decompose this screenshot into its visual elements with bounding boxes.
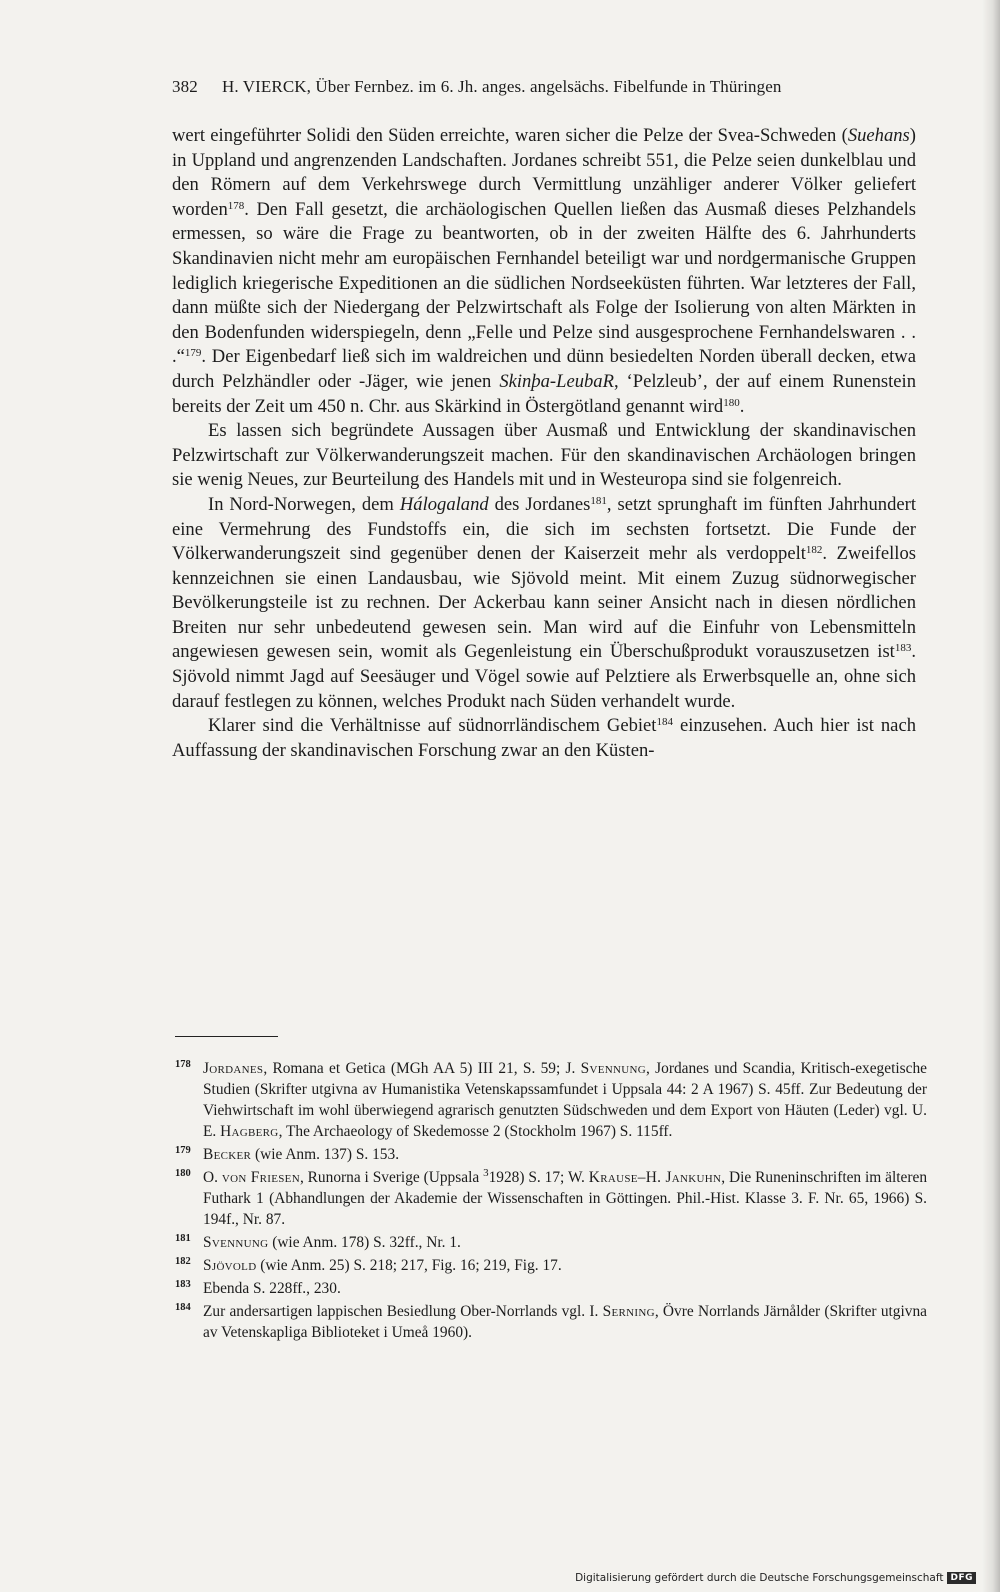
footnote-179	[175, 1144, 927, 1165]
author-name: Svennung	[203, 1234, 269, 1251]
edition-superscript: 3	[483, 1167, 489, 1179]
italic-term: Suehans	[847, 125, 910, 146]
text-run: , Runorna i Sverige (Uppsala	[299, 1169, 484, 1186]
italic-term: Hálogaland	[399, 493, 489, 515]
text-run: Zur andersartigen lappischen Besiedlung Ober-Norrlands vgl. I.	[203, 1303, 603, 1320]
text-run: , Övre Norrlands Järnålder (Skrifter utgivna av Vetenskapliga Biblioteket i Umeå 1960).	[203, 1303, 927, 1341]
paragraph-3	[172, 493, 916, 714]
text-run: , Jordanes und Scandia, Kritisch-exegetische Studien (Skrifter utgivna av Humanistika Vetenskapssamfundet i Uppsala 44: 2 A 1967) S. 45ff. Zur Bedeutung der Viehwirtschaft im wohl überwiegend agrarisch genutzten Südschweden und dem Export von Häuten (Leder) vgl. U. E.	[203, 1060, 927, 1140]
footnote-number: 183	[175, 1279, 191, 1290]
text-run: . Der Eigenbedarf ließ sich im waldreichen und dünn besiedelten Norden überall decken, etwa durch Pelzhändler oder -Jäger, wie jenen	[172, 346, 916, 392]
footnote-182	[175, 1255, 927, 1276]
footnote-183	[175, 1278, 927, 1299]
text-run: .	[739, 395, 745, 417]
footnote-number: 181	[175, 1233, 191, 1244]
text-run: einzusehen. Auch hier ist nach Auffassung der skandinavischen Forschung zwar an den Küsten-	[172, 715, 916, 761]
author-name: Serning	[602, 1303, 655, 1320]
footnotes	[175, 1058, 927, 1345]
text-run: , The Archaeology of Skedemosse 2 (Stockholm 1967) S. 115ff.	[278, 1123, 673, 1140]
paragraph-4	[172, 714, 916, 763]
paragraph-1	[172, 124, 916, 419]
footnote-ref-178[interactable]: 178	[227, 199, 245, 212]
text-run: , Romana et Getica (MGh AA 5) III 21, S. 59; J.	[263, 1060, 581, 1077]
footnote-178	[175, 1058, 927, 1142]
footnote-number: 182	[175, 1256, 191, 1267]
body-text	[172, 124, 916, 763]
footnote-number: 178	[175, 1059, 191, 1070]
paragraph-2: Es lassen sich begründete Aussagen über Ausmaß und Entwicklung der skandinavischen Pelzwirtschaft zur Völkerwanderungszeit machen. Für den skandinavischen Archäologen bringen sie wenig Neues, zur Beurteilung des Handels mit und in Westeuropa sind sie folgenreich.	[172, 420, 916, 491]
dfg-logo-icon: DFG	[947, 1572, 976, 1584]
footnote-ref-184[interactable]: 184	[656, 716, 673, 729]
page-edge-shadow	[982, 0, 1000, 1592]
text-run: (wie Anm. 178) S. 32ff., Nr. 1.	[268, 1234, 461, 1251]
digitization-credit	[575, 1572, 976, 1584]
footnote-ref-182[interactable]: 182	[805, 544, 823, 557]
footnote-number: 179	[175, 1145, 191, 1156]
text-run: (wie Anm. 137) S. 153.	[251, 1146, 400, 1163]
running-head	[172, 77, 862, 97]
footnote-number: 180	[175, 1168, 191, 1179]
text-run: ) in Uppland und angrenzenden Landschaften. Jordanes schreibt 551, die Pelze seien dunkelblau und den Römern auf dem Verkehrswege durch Vermittlung unzähliger anderer Völker geliefert worden	[172, 125, 916, 220]
author-name: Krause–H. Jankuhn	[588, 1169, 722, 1186]
page-number: 382	[172, 77, 198, 96]
text-run: . Sjövold nimmt Jagd auf Seesäuger und Vögel sowie auf Pelztiere als Erwerbsquelle an, ohne sich darauf festlegen zu können, welches Produkt nach Süden verhandelt wurde.	[172, 641, 916, 712]
footnote-ref-180[interactable]: 180	[723, 396, 740, 409]
footnote-180	[175, 1167, 927, 1230]
footnote-ref-179[interactable]: 179	[184, 347, 202, 360]
text-run: , Die Runeninschriften im älteren Futhark 1 (Abhandlungen der Akademie der Wissenschaften in Göttingen. Phil.-Hist. Klasse 3. F. Nr. 65, 1966) S. 194f., Nr. 87.	[203, 1169, 928, 1228]
text-run: (wie Anm. 25) S. 218; 217, Fig. 16; 219, Fig. 17.	[256, 1257, 562, 1274]
text-run: 1928) S. 17; W.	[488, 1169, 589, 1186]
text-run: . Den Fall gesetzt, die archäologischen Quellen ließen das Ausmaß dieses Pelzhandels ermessen, so wäre die Frage zu beantworten, ob in der zweiten Hälfte des 6. Jahrhunderts Skandinavien nicht mehr am europäischen Fernhandel beteiligt war und nordgermanische Gruppen lediglich kriegerische Expeditionen an die südlichen Nordseeküsten führten. War letzteres der Fall, dann müßte sich der Niedergang der Pelzwirtschaft als Folge der Isolierung von alten Märkten in den Bodenfunden widerspiegeln, denn „Felle und Pelze sind ausgesprochene Fernhandelswaren . . .“	[172, 198, 916, 368]
author-name: Becker	[203, 1146, 252, 1163]
text-run: wert eingeführter Solidi den Süden erreichte, waren sicher die Pelze der Svea-Schweden (	[172, 125, 848, 146]
author-name: von Friesen	[221, 1169, 300, 1186]
text-run: des Jordanes	[488, 493, 591, 515]
author-name: Jordanes	[203, 1060, 264, 1077]
text-run: O.	[203, 1169, 222, 1186]
text-run: , ‘Pelzleub’, der auf einem Runenstein bereits der Zeit um 450 n. Chr. aus Skärkind in Östergötland genannt wird	[172, 370, 917, 417]
credit-text: Digitalisierung gefördert durch die Deutsche Forschungsgemeinschaft	[575, 1572, 944, 1584]
running-title: H. VIERCK, Über Fernbez. im 6. Jh. anges. angelsächs. Fibelfunde in Thüringen	[222, 77, 782, 96]
text-run: Klarer sind die Verhältnisse auf südnorrländischem Gebiet	[208, 715, 657, 737]
author-name: Svennung	[580, 1060, 646, 1077]
footnote-separator	[175, 1036, 278, 1037]
text-run: In Nord-Norwegen, dem	[208, 493, 400, 515]
text-run: , setzt sprunghaft im fünften Jahrhundert eine Vermehrung des Fundstoffs ein, die sich im sechsten fortsetzt. Die Funde der Völkerwanderungszeit sind gegenüber denen der Kaiserzeit mehr als verdoppelt	[172, 493, 916, 565]
author-name: Hagberg	[220, 1123, 279, 1140]
footnote-181	[175, 1232, 927, 1253]
footnote-number: 184	[175, 1302, 191, 1313]
text-run: Ebenda S. 228ff., 230.	[203, 1280, 341, 1297]
author-name: Sjövold	[203, 1257, 257, 1274]
footnote-ref-181[interactable]: 181	[590, 494, 607, 507]
text-run: . Zweifellos kennzeichnen sie einen Landausbau, wie Sjövold meint. Mit einem Zuzug südnorwegischer Bevölkerungsteile ist zu rechnen. Der Ackerbau kann seiner Ansicht nach in diesen nördlichen Breiten nur sehr unbedeutend gewesen sein. Man wird auf die Einfuhr von Lebensmitteln angewiesen gewesen sein, womit als Gegenleistung ein Überschußprodukt vorauszusetzen ist	[172, 543, 916, 663]
footnote-184	[175, 1301, 927, 1343]
italic-term: Skinþa-LeubaR	[499, 370, 614, 392]
footnote-ref-183[interactable]: 183	[894, 642, 912, 655]
